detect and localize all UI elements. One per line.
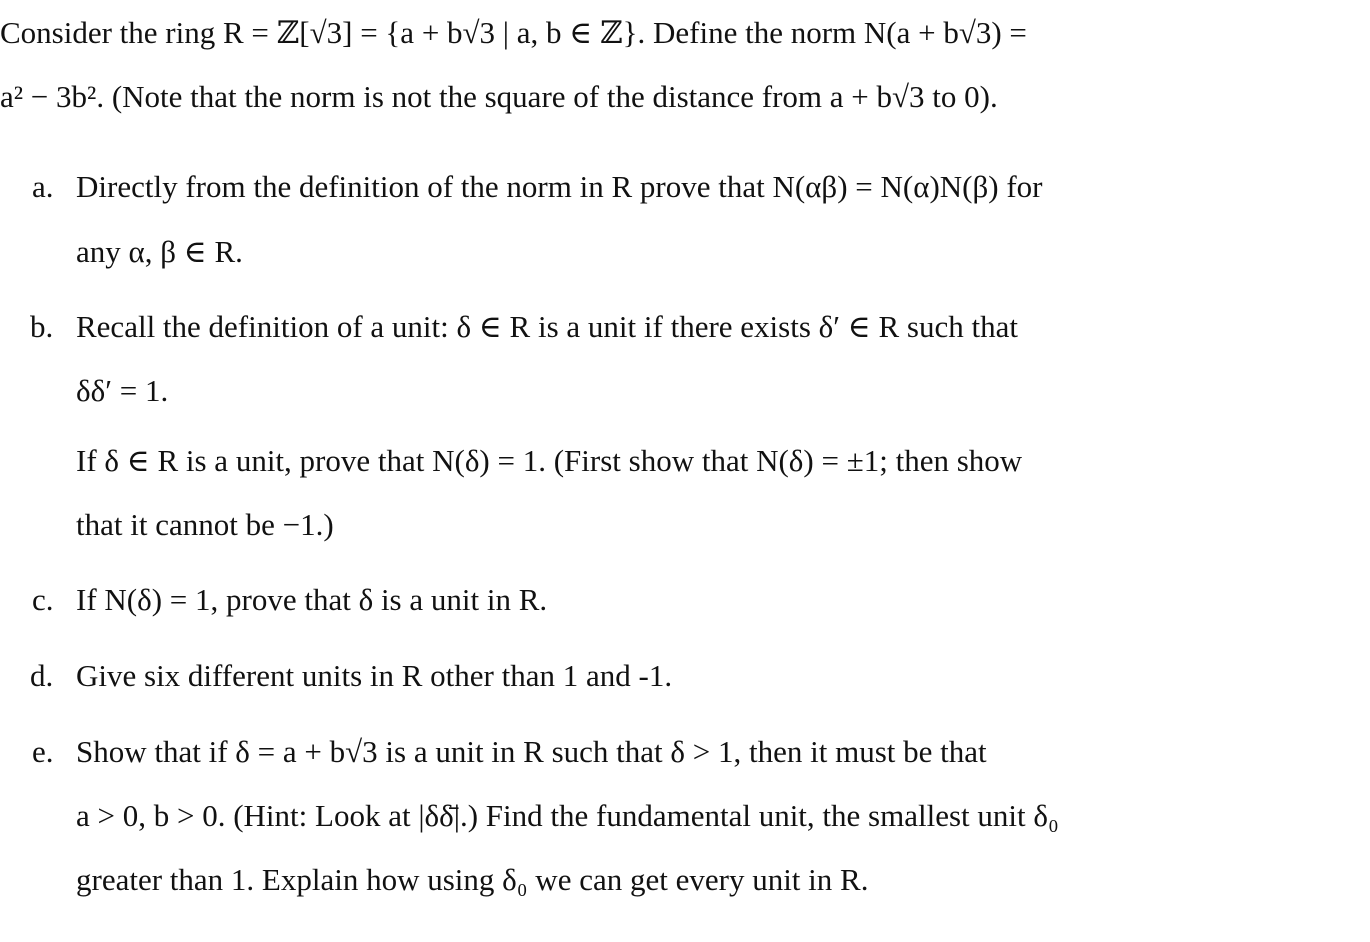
part-e-line-2: a > 0, b > 0. (Hint: Look at |δδ̄|.) Find the fundamental unit, the smallest unit δ₀ bbox=[76, 798, 1059, 833]
part-d-line-1: Give six different units in R other than 1 and -1. bbox=[76, 658, 673, 693]
part-b-line-2: δδ′ = 1. bbox=[76, 373, 169, 408]
part-b-line-4: that it cannot be −1.) bbox=[76, 507, 334, 542]
part-e-line-3: greater than 1. Explain how using δ₀ we can get every unit in R. bbox=[76, 862, 869, 897]
part-c-line-1: If N(δ) = 1, prove that δ is a unit in R. bbox=[76, 582, 548, 617]
part-e-label: e. bbox=[32, 734, 54, 769]
part-a-label: a. bbox=[32, 169, 54, 204]
part-c-label: c. bbox=[32, 582, 54, 617]
part-b-line-1: Recall the definition of a unit: δ ∈ R is a unit if there exists δ′ ∈ R such that bbox=[76, 309, 1018, 344]
intro-line-1: Consider the ring R = ℤ[√3] = {a + b√3 | a, b ∈ ℤ}. Define the norm N(a + b√3) = bbox=[0, 15, 1027, 50]
part-b-line-3: If δ ∈ R is a unit, prove that N(δ) = 1. (First show that N(δ) = ±1; then show bbox=[76, 443, 1023, 478]
part-a-line-1: Directly from the definition of the norm in R prove that N(αβ) = N(α)N(β) for bbox=[76, 169, 1043, 204]
intro-line-2: a² − 3b². (Note that the norm is not the square of the distance from a + b√3 to 0). bbox=[0, 79, 998, 114]
part-e-line-1: Show that if δ = a + b√3 is a unit in R such that δ > 1, then it must be that bbox=[76, 734, 987, 769]
part-b-label: b. bbox=[30, 309, 54, 344]
part-d-label: d. bbox=[30, 658, 54, 693]
part-a-line-2: any α, β ∈ R. bbox=[76, 234, 243, 269]
